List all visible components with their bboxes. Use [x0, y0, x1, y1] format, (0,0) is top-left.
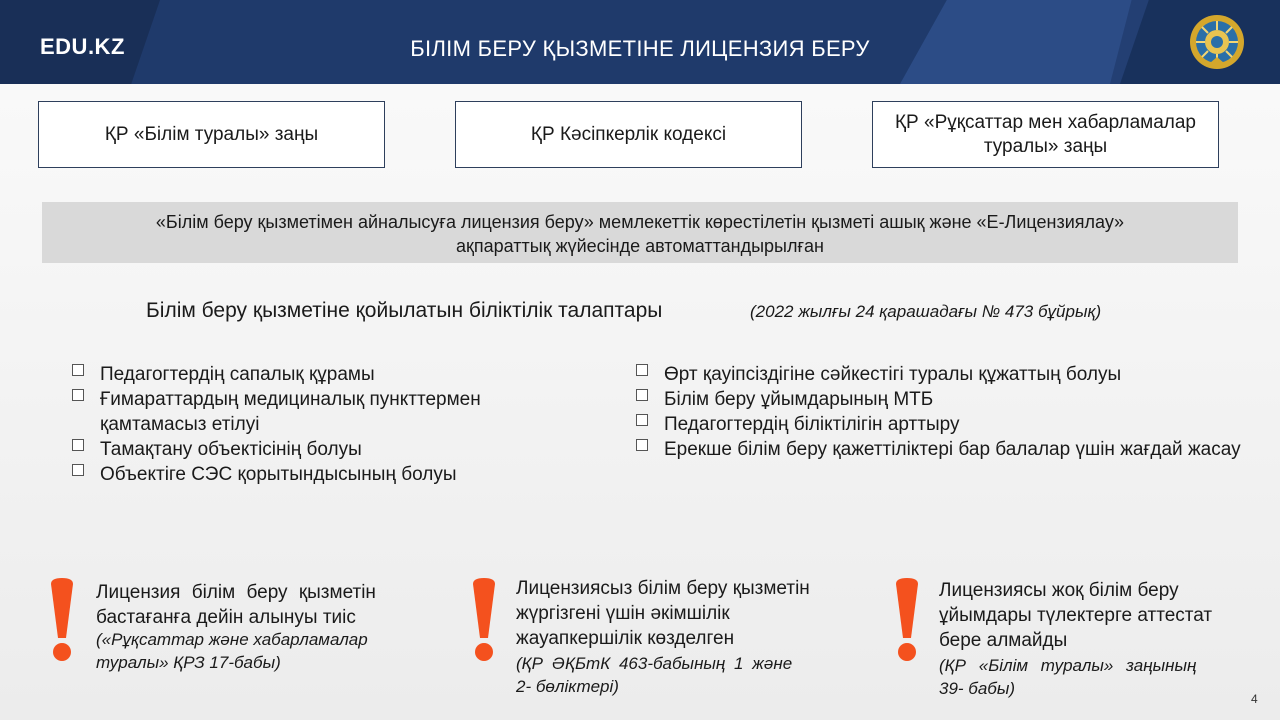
exclamation-icon [48, 578, 76, 662]
law-box-label: ҚР «Рұқсаттар мен хабарламалар туралы» заңы [894, 111, 1196, 157]
checkbox-icon [636, 414, 648, 426]
checkbox-icon [636, 439, 648, 451]
exclamation-icon [470, 578, 498, 662]
law-box-label: ҚР «Білім туралы» заңы [104, 123, 319, 145]
note-main-text: Лицензиясыз білім беру қызметін жүргізгені үшін әкімшілік жауапкершілік көзделген [516, 578, 810, 649]
slide-title: БІЛІМ БЕРУ ҚЫЗМЕТІНЕ ЛИЦЕНЗИЯ БЕРУ [410, 36, 870, 61]
note-reference: («Рұқсаттар және хабарламалар туралы» ҚРЗ 17-бабы) [96, 630, 368, 672]
list-item: Ғимараттардың медициналық пункттермен қамтамасыз етілуі [72, 387, 542, 437]
site-logo[interactable]: EDU.KZ [40, 34, 125, 59]
exclamation-icon [893, 578, 921, 662]
header-bar [0, 0, 1280, 84]
list-item: Білім беру ұйымдарының МТБ [636, 387, 1261, 412]
info-bar-line: ақпараттық жүйесінде автоматтандырылған [456, 236, 824, 256]
checkbox-icon [72, 464, 84, 476]
law-box-education [38, 101, 385, 168]
note-main-text: Лицензиясы жоқ білім беру ұйымдары түлектерге аттестат бере алмайды [939, 580, 1213, 651]
info-bar-line: «Білім беру қызметімен айналысуға лицензия беру» мемлекеттік көрестілетін қызметі ашық және «Е-Лицензиялау» [155, 212, 1125, 232]
list-item: Ерекше білім беру қажеттіліктері бар балалар үшін жағдай жасау [636, 437, 1261, 462]
list-item: Педагогтердің біліктілігін арттыру [636, 412, 1261, 437]
checkbox-icon [636, 389, 648, 401]
requirements-list-right [636, 362, 1261, 462]
note-main-text: Лицензия білім беру қызметін бастағанға дейін алынуы тиіс [96, 582, 376, 628]
list-item: Тамақтану объектісінің болуы [72, 437, 542, 462]
requirements-heading: Білім беру қызметіне қойылатын біліктілік талаптары [146, 299, 663, 322]
page-number: 4 [1251, 692, 1258, 706]
note-reference: (ҚР «Білім туралы» заңының 39- бабы) [939, 656, 1197, 698]
checkbox-icon [72, 389, 84, 401]
info-bar [42, 202, 1238, 263]
law-box-permits [872, 101, 1219, 168]
law-box-entrepreneurship [455, 101, 802, 168]
kazakhstan-emblem-icon [1188, 13, 1246, 71]
checkbox-icon [636, 364, 648, 376]
checkbox-icon [72, 439, 84, 451]
list-item: Объектіге СЭС қорытындысының болуы [72, 462, 542, 487]
note-reference: (ҚР ӘҚБтК 463-бабының 1 және 2- бөліктері) [516, 654, 793, 696]
checkbox-icon [72, 364, 84, 376]
list-item: Педагогтердің сапалық құрамы [72, 362, 542, 387]
law-box-label: ҚР Кәсіпкерлік кодексі [530, 123, 727, 145]
list-item: Өрт қауіпсіздігіне сәйкестігі туралы құжаттың болуы [636, 362, 1261, 387]
requirements-order-ref: (2022 жылғы 24 қарашадағы № 473 бұйрық) [750, 302, 1102, 321]
requirements-list-left [72, 362, 542, 487]
